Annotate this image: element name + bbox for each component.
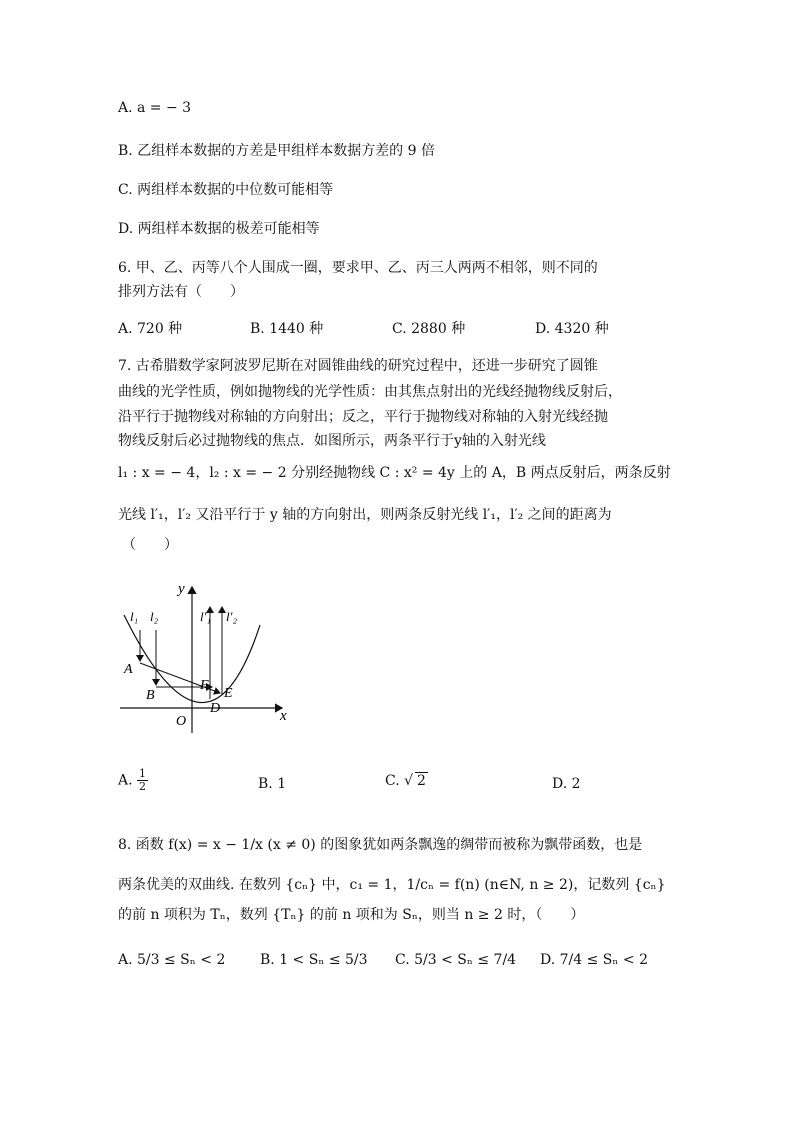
q7-option-b: B. 1	[258, 776, 287, 792]
label-f: F	[200, 678, 209, 693]
q8-option-d: D. 7/4 ≤ Sₙ < 2	[540, 952, 648, 968]
radicand: 2	[417, 773, 426, 789]
q8-option-a: A. 5/3 ≤ Sₙ < 2	[118, 952, 226, 968]
q7-stem-line2: 曲线的光学性质，例如抛物线的光学性质：由其焦点射出的光线经抛物线反射后，	[118, 384, 622, 400]
q7-option-d: D. 2	[552, 776, 581, 792]
label-e: E	[224, 686, 233, 701]
label-d: D	[210, 701, 221, 716]
q8-stem-line1: 8. 函数 f(x) = x − 1/x (x ≠ 0) 的图象犹如两条飘逸的绸带而被称为飘带函数，也是	[118, 837, 643, 853]
q7-stem-line1: 7. 古希腊数学家阿波罗尼斯在对圆锥曲线的研究过程中，还进一步研究了圆锥	[118, 358, 598, 374]
q5-option-c: C. 两组样本数据的中位数可能相等	[118, 182, 334, 198]
sqrt-sign: √	[404, 773, 414, 789]
q6-option-c: C. 2880 种	[392, 321, 466, 337]
q7-stem-line6: 光线 l′₁，l′₂ 又沿平行于 y 轴的方向射出，则两条反射光线 l′₁，l′₂ 之间的距离为	[118, 507, 612, 523]
q6-stem-line2: 排列方法有（ ）	[118, 284, 244, 300]
label-x: x	[280, 708, 287, 724]
label-l2: l₂	[150, 609, 159, 624]
q6-option-d: D. 4320 种	[535, 321, 609, 337]
q8-stem-line2: 两条优美的双曲线. 在数列 {cₙ} 中，c₁ = 1，1/cₙ = f(n) (n∈N, n ≥ 2)，记数列 {cₙ}	[118, 877, 666, 893]
q8-option-b: B. 1 < Sₙ ≤ 5/3	[260, 952, 368, 968]
label-o: O	[176, 714, 187, 729]
label-b: B	[146, 688, 155, 703]
q5-option-b: B. 乙组样本数据的方差是甲组样本数据方差的 9 倍	[118, 143, 435, 159]
label-l2p: l′₂	[226, 609, 237, 624]
q7-stem-line3: 沿平行于抛物线对称轴的方向射出；反之，平行于抛物线对称轴的入射光线经抛	[118, 409, 608, 425]
fraction-denominator: 2	[139, 780, 147, 793]
q7-stem-line4: 物线反射后必过抛物线的焦点．如图所示，两条平行于y轴的入射光线	[118, 433, 546, 449]
q6-stem-line1: 6. 甲、乙、丙等八个人围成一圈，要求甲、乙、丙三人两两不相邻，则不同的	[118, 260, 598, 276]
q8-option-c: C. 5/3 < Sₙ ≤ 7/4	[395, 952, 517, 968]
q7-option-c-prefix: C.	[385, 773, 400, 789]
parabola-figure	[110, 575, 310, 735]
q7-stem-line5: l₁ : x = − 4，l₂ : x = − 2 分别经抛物线 C : x² = 4y 上的 A，B 两点反射后，两条反射	[118, 465, 671, 481]
fraction-one-half	[137, 768, 148, 793]
q6-option-b: B. 1440 种	[250, 321, 324, 337]
q5-option-d: D. 两组样本数据的极差可能相等	[118, 221, 320, 237]
q7-option-c	[385, 772, 428, 789]
fraction-numerator: 1	[139, 767, 147, 780]
q6-option-a: A. 720 种	[118, 321, 183, 337]
q7-option-a-prefix: A.	[118, 772, 133, 789]
label-l1p: l′₁	[200, 609, 211, 624]
q7-option-a	[118, 768, 148, 793]
q8-stem-line3: 的前 n 项积为 Tₙ，数列 {Tₙ} 的前 n 项和为 Sₙ，则当 n ≥ 2 时，（ ）	[118, 907, 585, 923]
label-a: A	[124, 662, 133, 677]
q5-option-a: A. a = − 3	[118, 100, 192, 116]
q7-stem-line7: （ ）	[122, 537, 178, 553]
label-y: y	[178, 581, 185, 597]
label-l1: l₁	[130, 609, 139, 624]
